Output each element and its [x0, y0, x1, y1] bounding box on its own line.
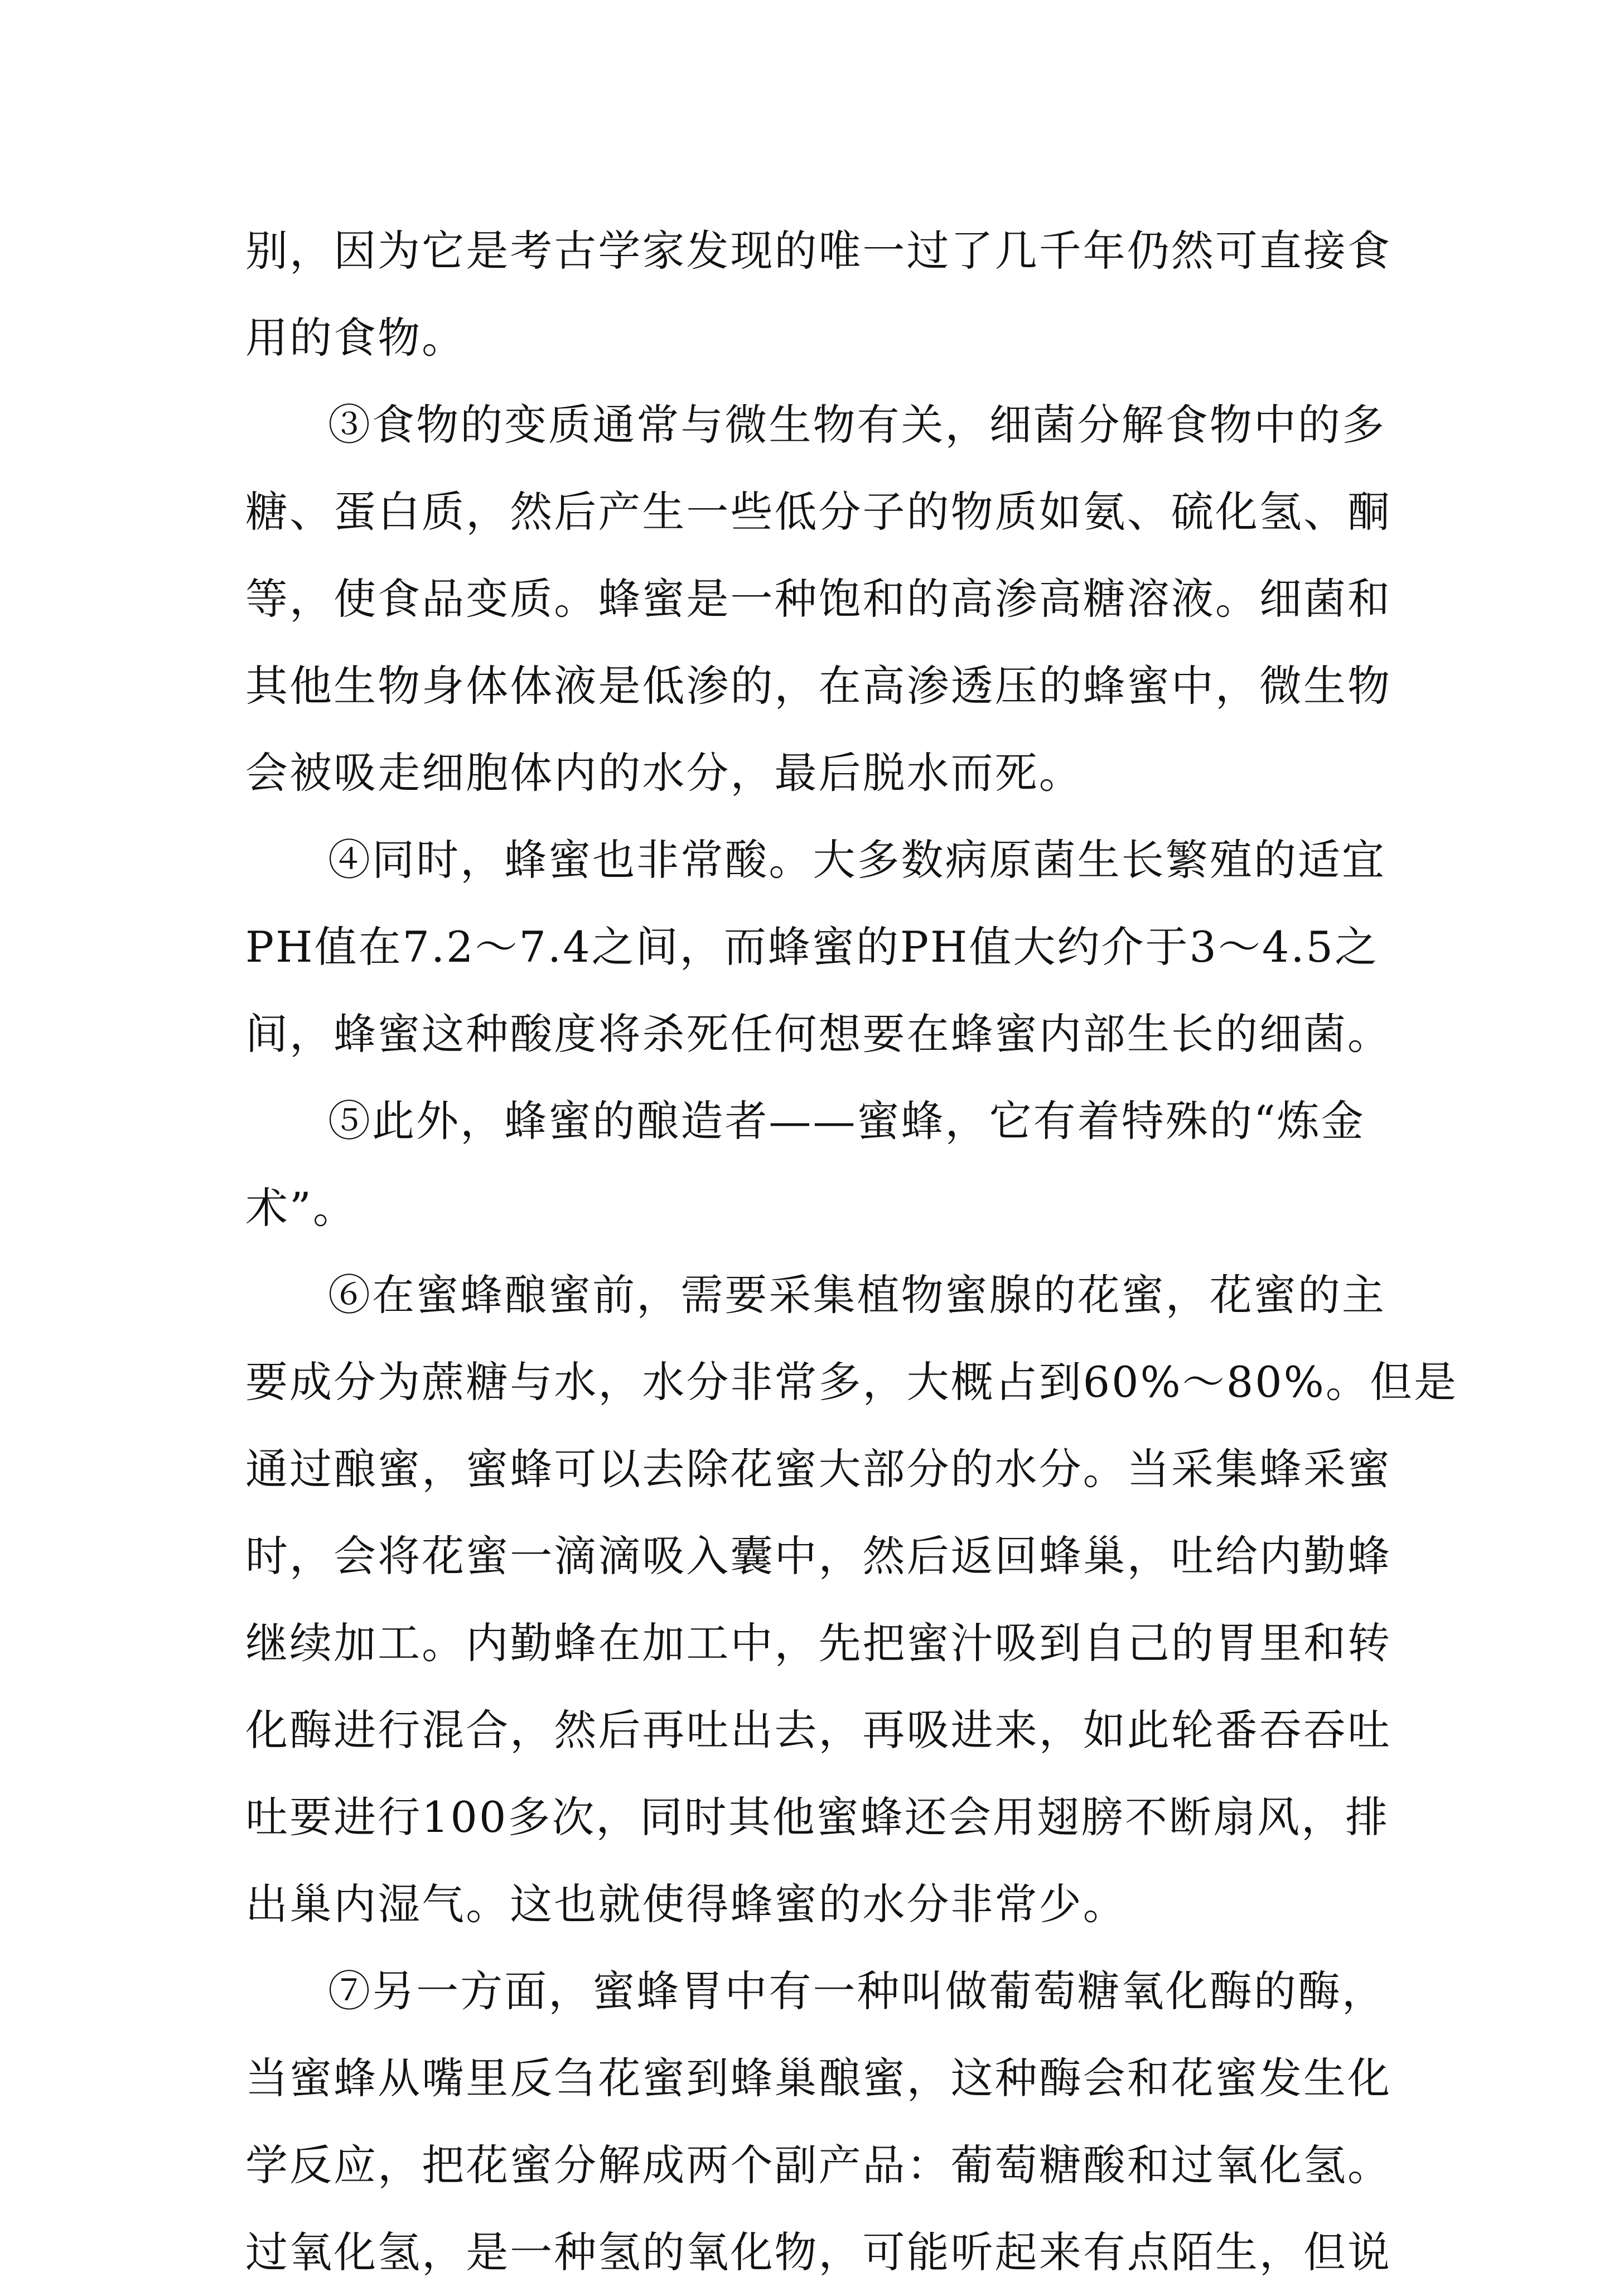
- paragraph-4-start: ④同时，蜂蜜也非常酸。大多数病原菌生长繁殖的适宜: [328, 835, 1386, 885]
- text-line: 会被吸走细胞体内的水分，最后脱水而死。: [245, 748, 1083, 798]
- text-line: 化酶进行混合，然后再吐出去，再吸进来，如此轮番吞吞吐: [245, 1705, 1392, 1755]
- text-line: 要成分为蔗糖与水，水分非常多，大概占到60%～80%。但是: [245, 1357, 1458, 1407]
- text-line: 通过酿蜜，蜜蜂可以去除花蜜大部分的水分。当采集蜂采蜜: [245, 1444, 1392, 1494]
- article-body: [245, 208, 1458, 2296]
- text-line: 吐要进行100多次，同时其他蜜蜂还会用翅膀不断扇风，排: [245, 1792, 1390, 1842]
- text-line: 出巢内湿气。这也就使得蜂蜜的水分非常少。: [245, 1879, 1127, 1929]
- text-line: 时，会将花蜜一滴滴吸入囊中，然后返回蜂巢，吐给内勤蜂: [245, 1531, 1392, 1581]
- text-line: 糖、蛋白质，然后产生一些低分子的物质如氨、硫化氢、酮: [245, 487, 1392, 537]
- text-line: 继续加工。内勤蜂在加工中，先把蜜汁吸到自己的胃里和转: [245, 1618, 1392, 1668]
- text-line: 用的食物。: [245, 313, 466, 363]
- paragraph-6-start: ⑥在蜜蜂酿蜜前，需要采集植物蜜腺的花蜜，花蜜的主: [328, 1270, 1386, 1320]
- text-line: 间，蜂蜜这种酸度将杀死任何想要在蜂蜜内部生长的细菌。: [245, 1009, 1392, 1059]
- text-line: 等，使食品变质。蜂蜜是一种饱和的高渗高糖溶液。细菌和: [245, 574, 1392, 624]
- paragraph-7-start: ⑦另一方面，蜜蜂胃中有一种叫做葡萄糖氧化酶的酶，: [328, 1966, 1386, 2016]
- text-line: 术”。: [245, 1183, 357, 1233]
- text-line: 当蜜蜂从嘴里反刍花蜜到蜂巢酿蜜，这种酶会和花蜜发生化: [245, 2053, 1392, 2103]
- text-line: 学反应，把花蜜分解成两个副产品：葡萄糖酸和过氧化氢。: [245, 2140, 1392, 2190]
- text-line: PH值在7.2～7.4之间，而蜂蜜的PH值大约介于3～4.5之: [245, 922, 1379, 972]
- paragraph-5-start: ⑤此外，蜂蜜的酿造者——蜜蜂，它有着特殊的“炼金: [328, 1096, 1365, 1146]
- text-line: 其他生物身体体液是低渗的，在高渗透压的蜂蜜中，微生物: [245, 661, 1392, 711]
- text-line: 别，因为它是考古学家发现的唯一过了几千年仍然可直接食: [245, 226, 1392, 276]
- text-line: 过氧化氢，是一种氢的氧化物，可能听起来有点陌生，但说: [245, 2227, 1392, 2277]
- paragraph-3-start: ③食物的变质通常与微生物有关，细菌分解食物中的多: [328, 400, 1386, 450]
